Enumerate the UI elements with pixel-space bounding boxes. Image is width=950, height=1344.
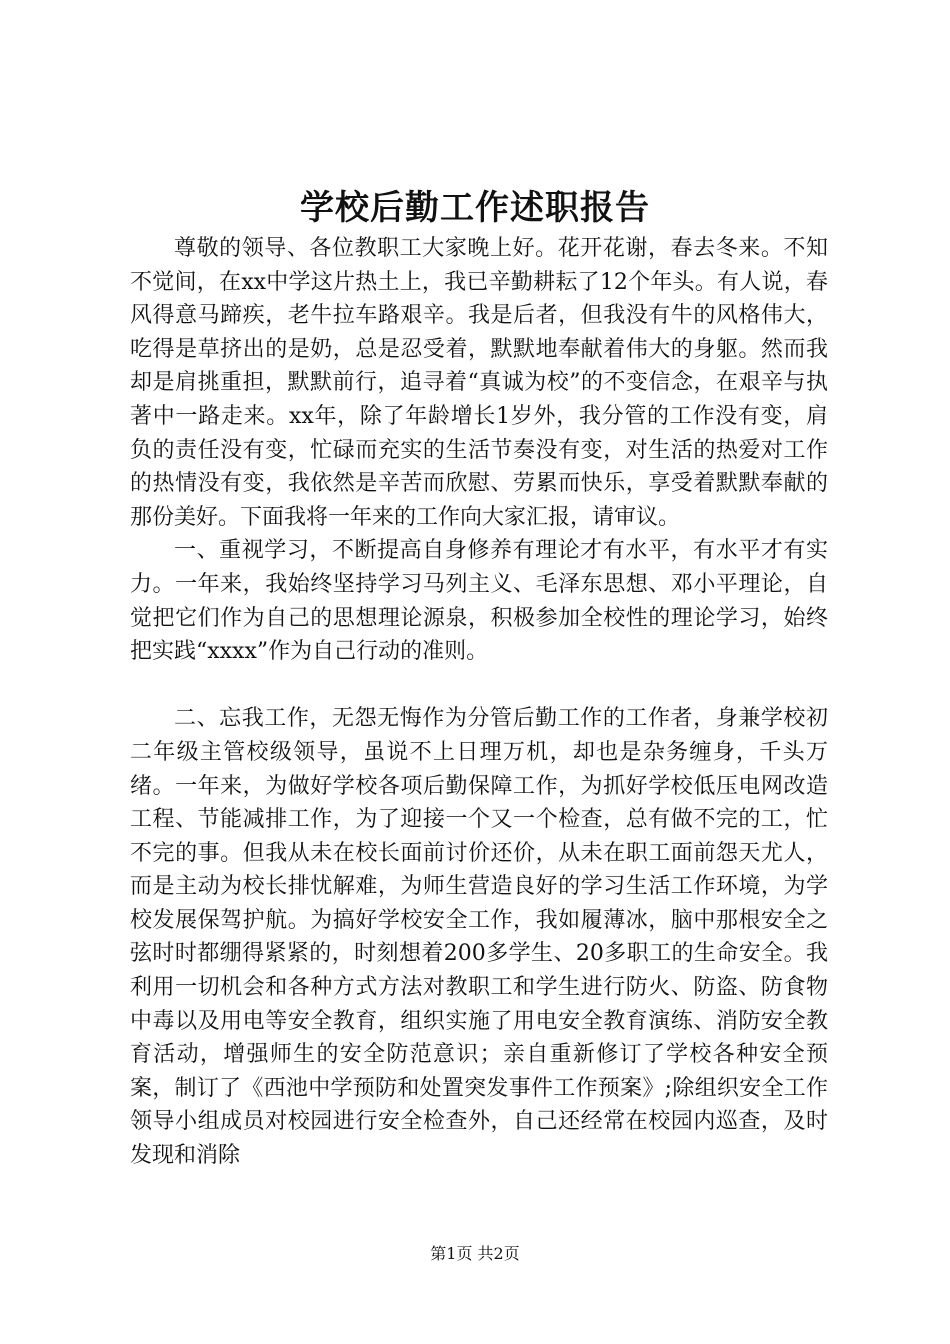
page-total: 共2页 bbox=[477, 1244, 520, 1263]
paragraph-section-1: 一、重视学习，不断提高自身修养有理论才有水平，有水平才有实力。一年来，我始终坚持学习马列主义、毛泽东思想、邓小平理论，自觉把它们作为自己的思想理论源泉，积极参加全校性的理论学习，始终把实践“xxxx”作为自己行动的准则。 bbox=[130, 538, 828, 665]
paragraph-intro: 尊敬的领导、各位教职工大家晚上好。花开花谢，春去冬来。不知不觉间，在xx中学这片热土上，我已辛勤耕耘了12个年头。有人说，春风得意马蹄疾，老牛拉车路艰辛。我是后者，但我没有牛的风格伟大，吃得是草挤出的是奶，总是忍受着，默默地奉献着伟大的身躯。然而我却是肩挑重担，默默前行，追寻着“真诚为校”的不变信念，在艰辛与执著中一路走来。xx年，除了年龄增长1岁外，我分管的工作没有变，肩负的责任没有变，忙碌而充实的生活节奏没有变，对生活的热爱对工作的热情没有变，我依然是辛苦而欣慰、劳累而快乐，享受着默默奉献的那份美好。下面我将一年来的工作向大家汇报，请审议。 bbox=[130, 236, 828, 530]
page-number: 第1页 bbox=[430, 1244, 473, 1263]
paragraph-section-2: 二、忘我工作，无怨无悔作为分管后勤工作的工作者，身兼学校初二年级主管校级领导，虽说不上日理万机，却也是杂务缠身，千头万绪。一年来，为做好学校各项后勤保障工作，为抓好学校低压电网改造工程、节能减排工作，为了迎接一个又一个检查，总有做不完的工，忙不完的事。但我从未在校长面前讨价还价，从未在职工面前怨天尤人，而是主动为校长排忧解难，为师生营造良好的学习生活工作环境，为学校发展保驾护航。为搞好学校安全工作，我如履薄冰，脑中那根安全之弦时时都绷得紧紧的，时刻想着200多学生、20多职工的生命安全。我利用一切机会和各种方式方法对教职工和学生进行防火、防盗、防食物中毒以及用电等安全教育，组织实施了用电安全教育演练、消防安全教育活动，增强师生的安全防范意识；亲自重新修订了学校各种安全预案，制订了《西池中学预防和处置突发事件工作预案》;除组织安全工作领导小组成员对校园进行安全检查外，自己还经常在校园内巡查，及时发现和消除 bbox=[130, 706, 828, 1169]
document-body bbox=[130, 232, 828, 1173]
page-footer bbox=[0, 1243, 950, 1265]
document-title: 学校后勤工作述职报告 bbox=[300, 188, 650, 228]
